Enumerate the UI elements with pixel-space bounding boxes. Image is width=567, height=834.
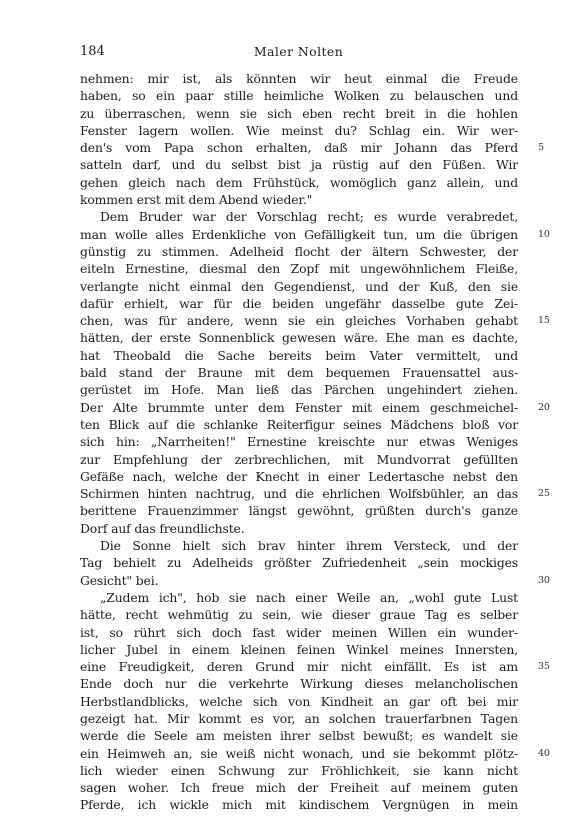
text-line	[80, 381, 518, 398]
line-text: werde die Seele am meisten ihrer selbst bewußt; es wandelt sie	[80, 728, 518, 744]
line-text: haben, so ein paar stille heimliche Wolken zu belauschen und	[80, 88, 518, 104]
line-text: Ende doch nur die verkehrte Wirkung dieses melancholischen	[80, 676, 518, 692]
line-text: Pferde, ich wickle mich mit kindischem Vergnügen in mein	[80, 797, 518, 813]
line-text: berittene Frauenzimmer längst gewöhnt, grüßten durch's ganze	[80, 503, 518, 519]
text-line	[80, 589, 518, 606]
text-line	[80, 329, 518, 346]
text-line	[80, 468, 518, 485]
line-text: nehmen: mir ist, als könnten wir heut einmal die Freude	[80, 71, 518, 86]
text-line	[80, 364, 518, 381]
line-text: licher Jubel in einem kleinen feinen Winkel meines Innersten,	[80, 641, 518, 657]
line-text: „Zudem ich", hob sie nach einer Weile an, „wohl gute Lust	[100, 589, 518, 605]
text-line	[80, 226, 550, 243]
text-line	[80, 278, 518, 295]
text-line	[80, 762, 518, 779]
line-text: Der Alte brummte unter dem Fenster mit einem geschmeichel-	[80, 399, 518, 415]
line-text: Fenster lagern wollen. Wie meinst du? Schlag ein. Wir wer-	[80, 122, 518, 138]
text-line	[80, 122, 518, 139]
text-line	[80, 745, 550, 762]
line-text: Dem Bruder war der Vorschlag recht; es wurde verabredet,	[100, 209, 518, 225]
text-line	[80, 87, 518, 104]
text-line	[80, 451, 518, 468]
line-text: ten Blick auf die schlanke Reiterfigur seines Mädchens bloß vor	[80, 416, 518, 432]
line-text: Dorf auf das freundlichste.	[80, 520, 245, 536]
line-text: ein Heimweh an, sie weiß nicht wonach, und sie bekommt plötz-	[80, 745, 518, 761]
text-line	[80, 485, 550, 502]
line-text: sagen woher. Ich freue mich der Freiheit auf meinem guten	[80, 780, 518, 796]
line-text: günstig zu stimmen. Adelheid flocht der ältern Schwester, der	[80, 243, 518, 259]
line-number: 40	[538, 747, 550, 759]
body-text	[80, 70, 550, 814]
line-text: dafür erhielt, war für die beiden ungefähr dasselbe gute Zei-	[80, 295, 518, 311]
running-title: Maler Nolten	[253, 44, 344, 59]
text-line	[80, 796, 518, 813]
line-number: 25	[538, 488, 550, 500]
text-line	[80, 641, 518, 658]
line-text: zu überraschen, wenn sie sich eben recht breit in die hohlen	[80, 105, 518, 121]
text-line	[80, 658, 550, 675]
text-line	[80, 399, 550, 416]
line-text: satteln darf, und du selbst bist ja rüstig auf den Füßen. Wir	[80, 157, 518, 173]
line-text: Gesicht" bei.	[80, 572, 159, 588]
line-text: verlangte nicht einmal den Gegendienst, und der Kuß, den sie	[80, 278, 518, 294]
text-line	[80, 191, 518, 208]
text-line	[80, 105, 518, 122]
line-text: eiteln Ernestine, diesmal den Zopf mit ungewöhnlichem Fleiße,	[80, 261, 518, 277]
text-line	[80, 174, 518, 191]
line-text: hat Theobald die Sache bereits beim Vater vermittelt, und	[80, 347, 518, 363]
text-line	[80, 295, 518, 312]
line-text: kommen erst mit dem Abend wieder."	[80, 192, 313, 208]
text-line	[80, 693, 518, 710]
text-line	[80, 156, 518, 173]
line-text: zur Empfehlung der zerbrechlichen, mit Mundvorrat gefüllten	[80, 451, 518, 467]
text-line	[80, 624, 518, 641]
text-line	[80, 70, 518, 87]
line-text: chen, was für andere, wenn sie ein gleiches Vorhaben gehabt	[80, 313, 518, 329]
line-text: Tag behielt zu Adelheids größter Zufriedenheit „sein mockiges	[80, 555, 518, 571]
line-text: Die Sonne hielt sich brav hinter ihrem Versteck, und der	[100, 538, 518, 554]
line-text: ist, so rührt sich doch fast wider meinen Willen ein wunder-	[80, 624, 518, 640]
line-text: Schirmen hinten nachtrug, und die ehrlichen Wolfsbühler, an das	[80, 486, 518, 502]
text-line	[80, 208, 518, 225]
line-number: 30	[538, 574, 550, 586]
text-line	[80, 347, 518, 364]
line-number: 5	[538, 142, 544, 154]
line-text: sich hin: „Narrheiten!" Ernestine kreischte nur etwas Weniges	[80, 434, 518, 450]
line-text: hätte, recht wehmütig zu sein, wie dieser graue Tag es selber	[80, 607, 518, 623]
text-line	[80, 243, 518, 260]
text-line	[80, 606, 518, 623]
text-line	[80, 502, 518, 519]
text-line	[80, 554, 518, 571]
line-text: hätten, der erste Sonnenblick gewesen wäre. Ehe man es dachte,	[80, 330, 518, 346]
line-number: 10	[538, 228, 550, 240]
text-line	[80, 710, 518, 727]
page-header	[80, 44, 517, 60]
text-line	[80, 727, 518, 744]
text-line	[80, 260, 518, 277]
line-text: man wolle alles Erdenkliche von Gefälligkeit tun, um die übrigen	[80, 226, 518, 242]
line-number: 15	[538, 315, 550, 327]
text-line	[80, 520, 518, 537]
page-number: 184	[80, 44, 105, 59]
line-number: 20	[538, 401, 550, 413]
line-text: Gefäße nach, welche der Knecht in einer Ledertasche nebst den	[80, 468, 518, 484]
line-number: 35	[538, 661, 550, 673]
line-text: gezeigt hat. Mir kommt es vor, an solchen trauerfarbnen Tagen	[80, 710, 518, 726]
line-text: den's vom Papa schon erhalten, daß mir Johann das Pferd	[80, 140, 518, 156]
text-line	[80, 537, 518, 554]
text-line	[80, 675, 518, 692]
text-line	[80, 416, 518, 433]
text-line	[80, 779, 518, 796]
line-text: eine Freudigkeit, deren Grund mir nicht einfällt. Es ist am	[80, 659, 518, 675]
text-line	[80, 139, 544, 156]
text-line	[80, 572, 550, 589]
text-line	[80, 433, 518, 450]
line-text: Herbstlandblicks, welche sich von Kindheit an gar oft bei mir	[80, 693, 518, 709]
line-text: gerüstet im Hofe. Man ließ das Pärchen ungehindert ziehen.	[80, 382, 518, 398]
line-text: gehen gleich nach dem Frühstück, womöglich ganz allein, und	[80, 174, 518, 190]
text-line	[80, 312, 550, 329]
line-text: lich wieder einen Schwung zur Fröhlichkeit, sie kann nicht	[80, 762, 518, 778]
line-text: bald stand der Braune mit dem bequemen Frauensattel aus-	[80, 365, 518, 381]
